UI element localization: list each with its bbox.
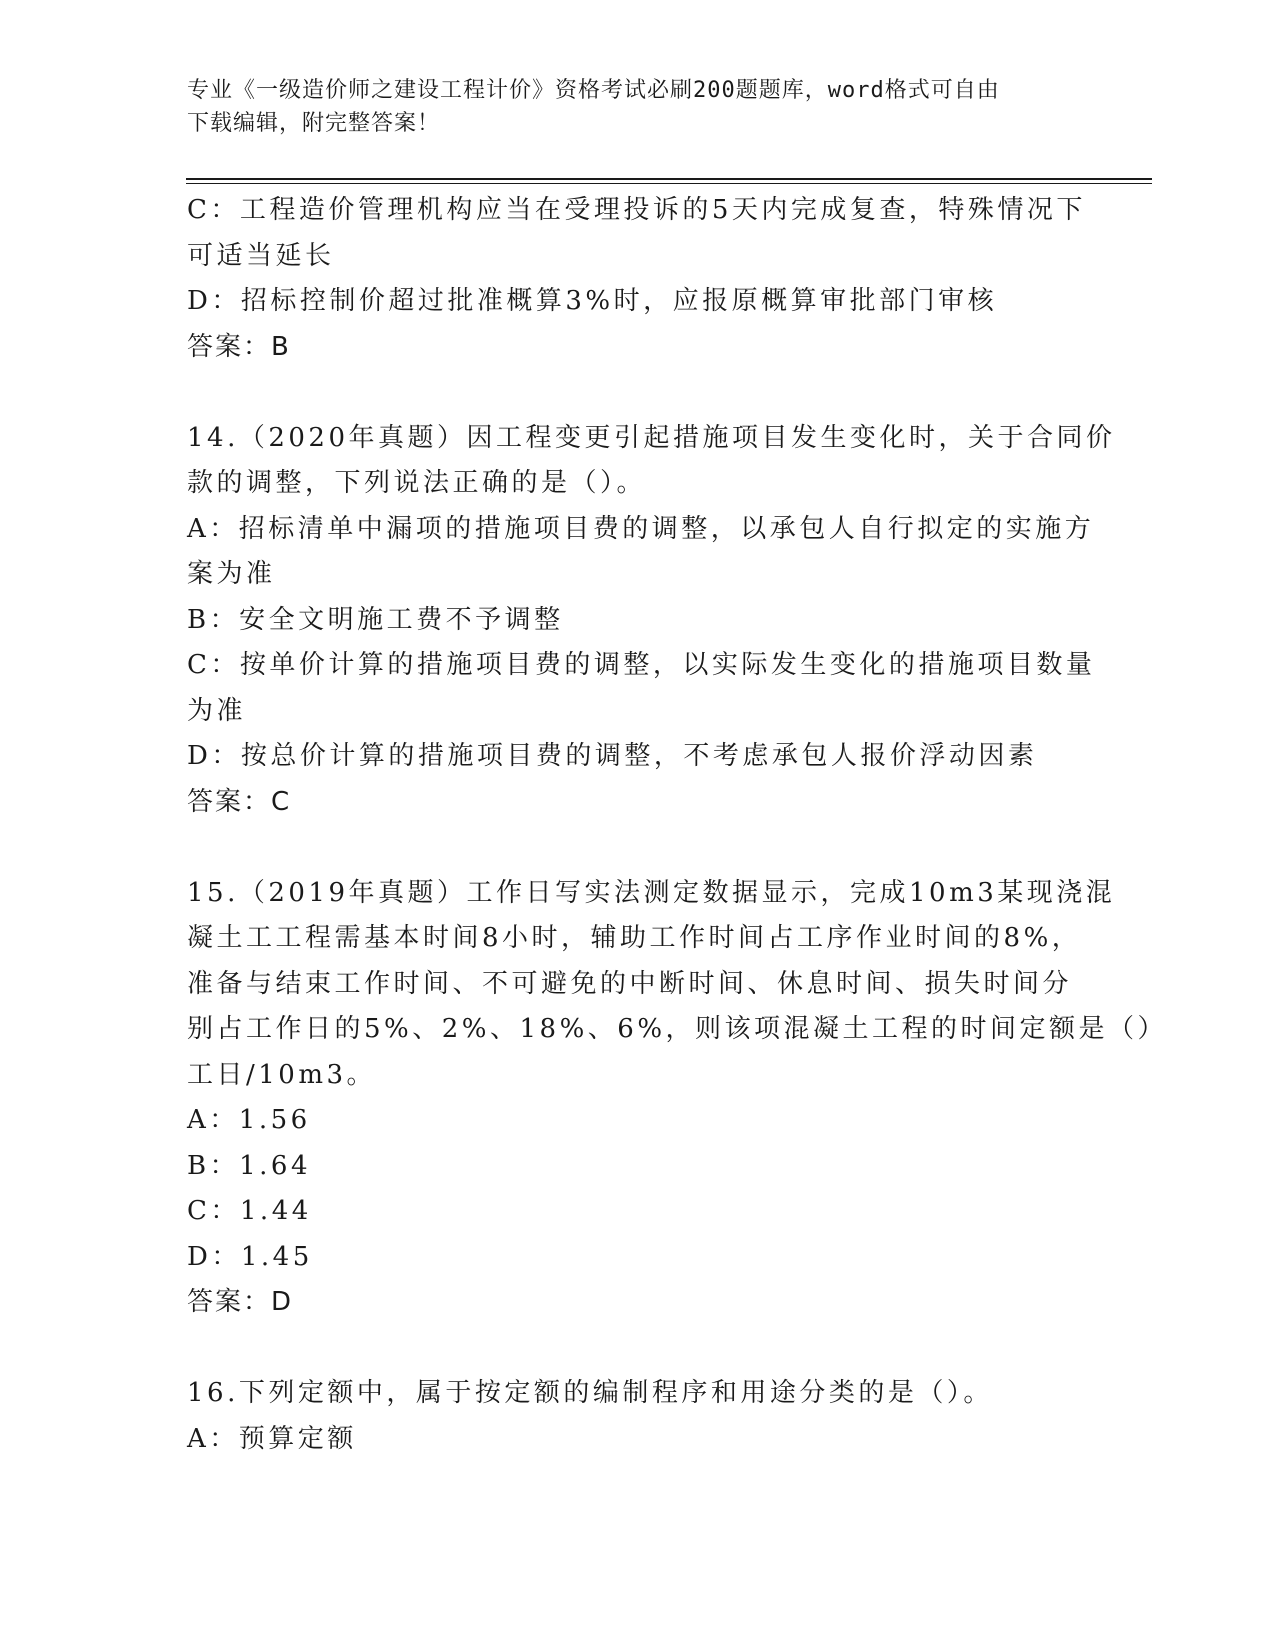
option-c-cont: 为准 — [187, 695, 247, 726]
document-body — [187, 188, 1168, 1462]
spacer — [187, 370, 1087, 416]
option-a: A：预算定额 — [187, 1423, 357, 1454]
question-15 — [187, 871, 1168, 1326]
question-stem-cont: 凝土工工程需基本时间8小时，辅助工作时间占工序作业时间的8%， — [187, 923, 1082, 953]
option-d: D：1.45 — [187, 1241, 313, 1272]
question-16 — [187, 1371, 1087, 1462]
question-stem-cont: 别占工作日的5%、2%、18%、6%，则该项混凝土工程的时间定额是（） — [187, 1014, 1168, 1044]
option-a-cont: 案为准 — [187, 559, 276, 589]
answer: 答案：B — [187, 331, 291, 362]
question-stem-cont: 款的调整，下列说法正确的是（）。 — [187, 468, 647, 498]
question-13-continued — [187, 188, 1087, 370]
header-line-2: 下载编辑，附完整答案！ — [187, 111, 441, 136]
question-14 — [187, 416, 1116, 826]
option-d: D：按总价计算的措施项目费的调整，不考虑承包人报价浮动因素 — [187, 741, 1038, 771]
option-b: B：安全文明施工费不予调整 — [187, 604, 564, 635]
document-header — [187, 74, 1067, 140]
spacer — [187, 1326, 1087, 1372]
header-line-1: 专业《一级造价师之建设工程计价》资格考试必刷200题题库，word格式可自由 — [187, 78, 1000, 103]
question-stem: 15.（2019年真题）工作日写实法测定数据显示，完成10m3某现浇混 — [187, 877, 1116, 908]
question-stem: 16.下列定额中，属于按定额的编制程序和用途分类的是（）。 — [187, 1378, 993, 1408]
question-stem: 14.（2020年真题）因工程变更引起措施项目发生变化时，关于合同价 — [187, 422, 1116, 453]
answer: 答案：D — [187, 1287, 294, 1317]
header-divider-thick — [186, 178, 1152, 180]
option-c: C：工程造价管理机构应当在受理投诉的5天内完成复查，特殊情况下 — [187, 195, 1086, 225]
option-a: A：招标清单中漏项的措施项目费的调整，以承包人自行拟定的实施方 — [187, 513, 1095, 544]
option-d: D：招标控制价超过批准概算3%时，应报原概算审批部门审核 — [187, 286, 998, 316]
answer: 答案：C — [187, 786, 292, 817]
option-a: A：1.56 — [187, 1105, 311, 1135]
option-c-cont: 可适当延长 — [187, 240, 335, 271]
option-b: B：1.64 — [187, 1150, 311, 1181]
option-c: C：按单价计算的措施项目费的调整，以实际发生变化的措施项目数量 — [187, 650, 1096, 680]
question-stem-cont: 准备与结束工作时间、不可避免的中断时间、休息时间、损失时间分 — [187, 968, 1073, 999]
option-c: C：1.44 — [187, 1196, 312, 1226]
question-stem-cont: 工日/10m3。 — [187, 1059, 377, 1090]
spacer — [187, 825, 1087, 871]
header-divider-thin — [186, 183, 1152, 184]
